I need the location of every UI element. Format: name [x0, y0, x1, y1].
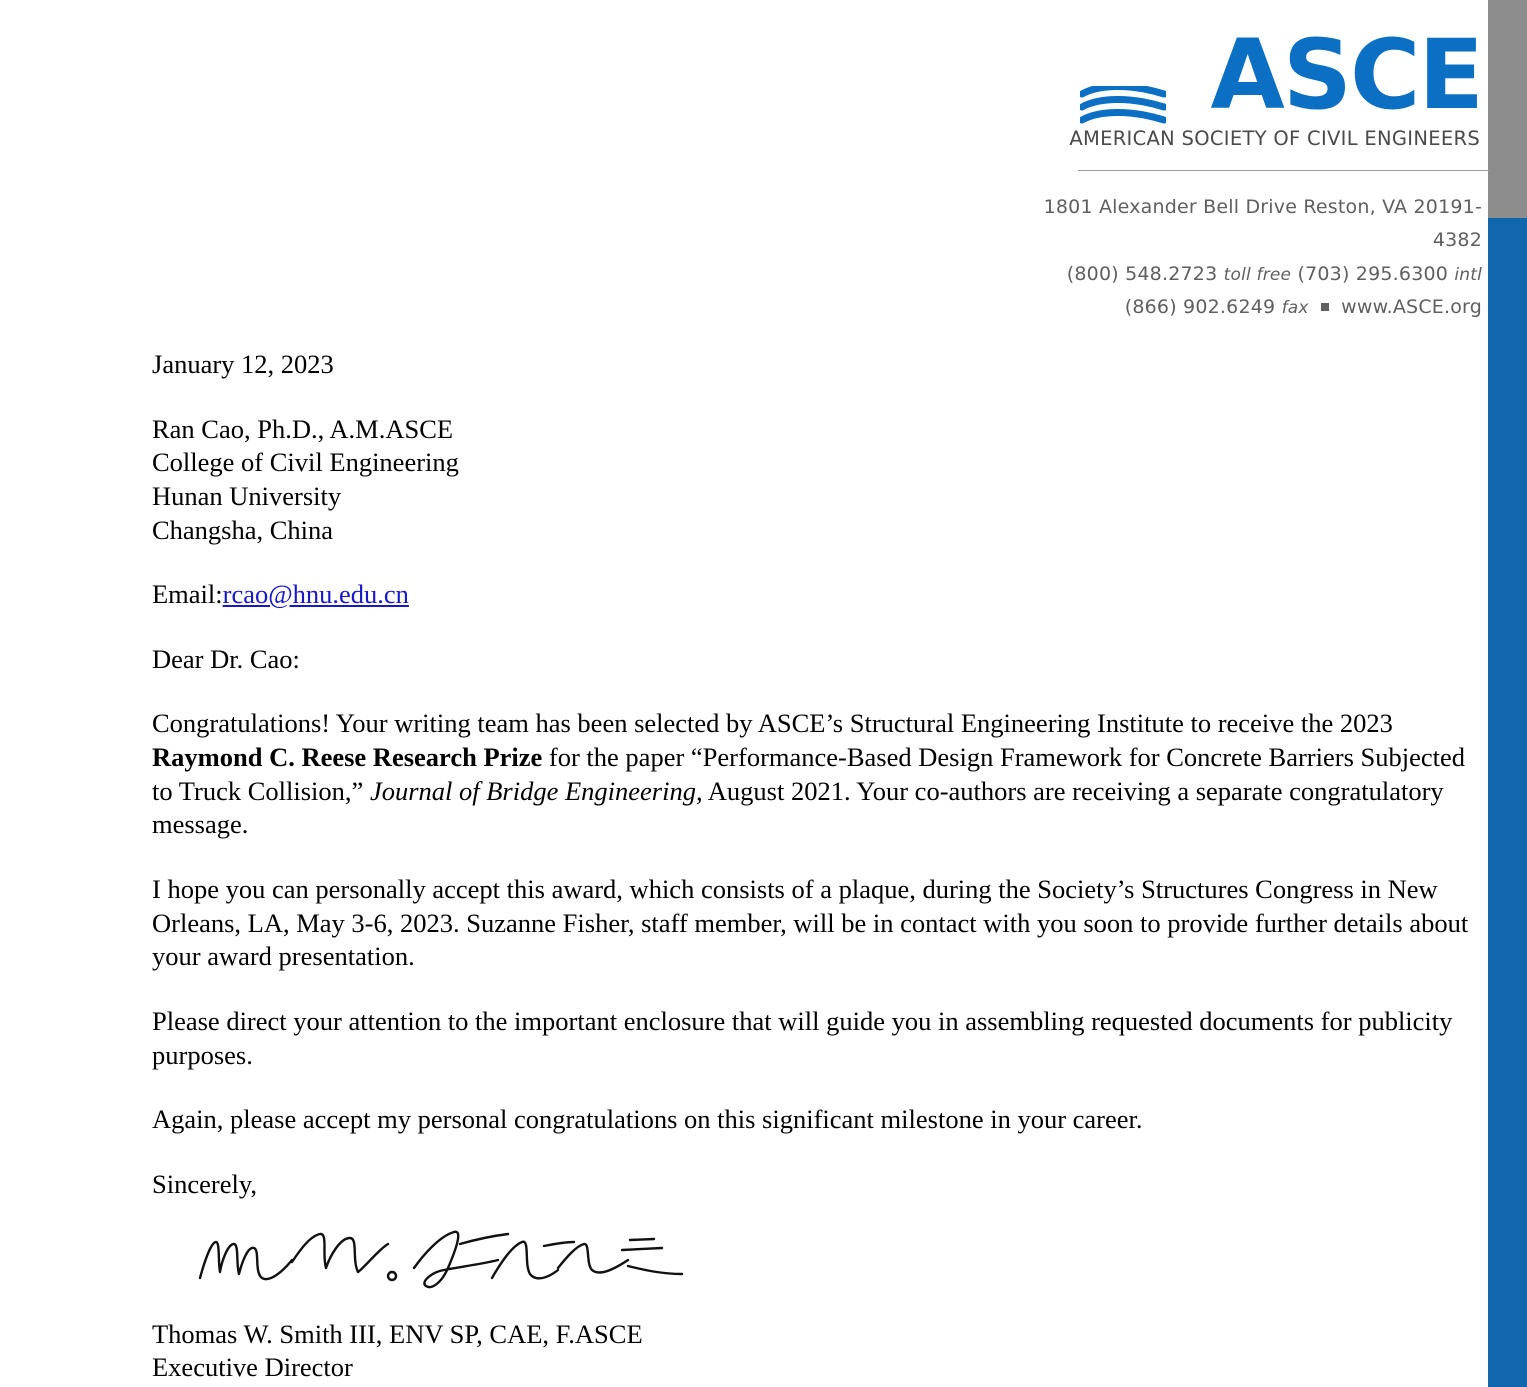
signature-image: [152, 1220, 1477, 1308]
asce-wave-icon: [1080, 86, 1166, 132]
email-label: Email:: [152, 579, 223, 610]
signer-block: [152, 1318, 1477, 1385]
letterhead-address-line: 1801 Alexander Bell Drive Reston, VA 20191-4382: [1043, 196, 1482, 252]
recipient-line: Hunan University: [152, 480, 342, 511]
phone-tollfree-label: toll free: [1223, 264, 1292, 285]
letterhead-contact-block: [1040, 191, 1490, 324]
signer-title: Executive Director: [152, 1352, 353, 1383]
letterhead-phone-line: [1040, 258, 1482, 291]
square-bullet-icon: [1321, 303, 1329, 311]
paragraph-award-ceremony: I hope you can personally accept this award, which consists of a plaque, during the Society’s Structures Congress in New Orleans, LA, May 3-6, 2023. Suzanne Fisher, staff member, will be in contact with you soon to provide further details about your award presentation.: [152, 874, 1469, 972]
fax-number: (866) 902.6249: [1124, 295, 1276, 318]
para1-segment-1: Congratulations! Your writing team has been selected by ASCE’s Structural Engineering Institute to receive the 2023: [152, 708, 1393, 739]
letterhead-fax-web-line: [1040, 291, 1482, 324]
handwritten-signature-icon: [192, 1220, 712, 1306]
phone-tollfree-number: (800) 548.2723: [1066, 262, 1218, 285]
closing-salutation: Sincerely,: [152, 1168, 257, 1199]
fax-label: fax: [1281, 297, 1309, 318]
phone-intl-label: intl: [1454, 264, 1482, 285]
para1-segment-3: August 2021. Your co-authors are receiving a separate congratulatory message.: [152, 775, 1444, 840]
para1-segment-2: for the paper “Performance-Based Design Framework for Concrete Barriers Subjected to Truck Collision,”: [152, 742, 1466, 806]
phone-intl-number: (703) 295.6300: [1297, 262, 1449, 285]
right-edge-gray-bar: [1488, 0, 1527, 218]
recipient-line: College of Civil Engineering: [152, 447, 459, 478]
award-name: Raymond C. Reese Research Prize: [152, 742, 543, 773]
salutation: Dear Dr. Cao:: [152, 643, 300, 674]
paragraph-enclosure: Please direct your attention to the important enclosure that will guide you in assembling requested documents for publicity purposes.: [152, 1005, 1453, 1070]
paragraph-closing-congrats: Again, please accept my personal congratulations on this significant milestone in your career.: [152, 1104, 1143, 1135]
website-text: www.ASCE.org: [1341, 295, 1482, 318]
right-edge-blue-bar: [1488, 218, 1527, 1387]
asce-logo: [1040, 0, 1490, 150]
letter-date: January 12, 2023: [152, 349, 334, 379]
letterhead-divider: [1078, 170, 1490, 171]
recipient-email-line: [152, 578, 1477, 612]
signer-name: Thomas W. Smith III, ENV SP, CAE, F.ASCE: [152, 1318, 643, 1349]
asce-wordmark: ASCE: [1210, 19, 1482, 131]
journal-name: Journal of Bridge Engineering,: [369, 775, 703, 806]
asce-tagline: AMERICAN SOCIETY OF CIVIL ENGINEERS: [1069, 127, 1480, 151]
letterhead: [1040, 0, 1490, 324]
recipient-line: Ran Cao, Ph.D., A.M.ASCE: [152, 413, 454, 444]
email-link[interactable]: rcao@hnu.edu.cn: [222, 579, 409, 610]
paragraph-congratulations: [152, 707, 1477, 842]
recipient-line: Changsha, China: [152, 514, 334, 545]
recipient-address: [152, 413, 1477, 548]
letter-body: [152, 348, 1477, 1385]
